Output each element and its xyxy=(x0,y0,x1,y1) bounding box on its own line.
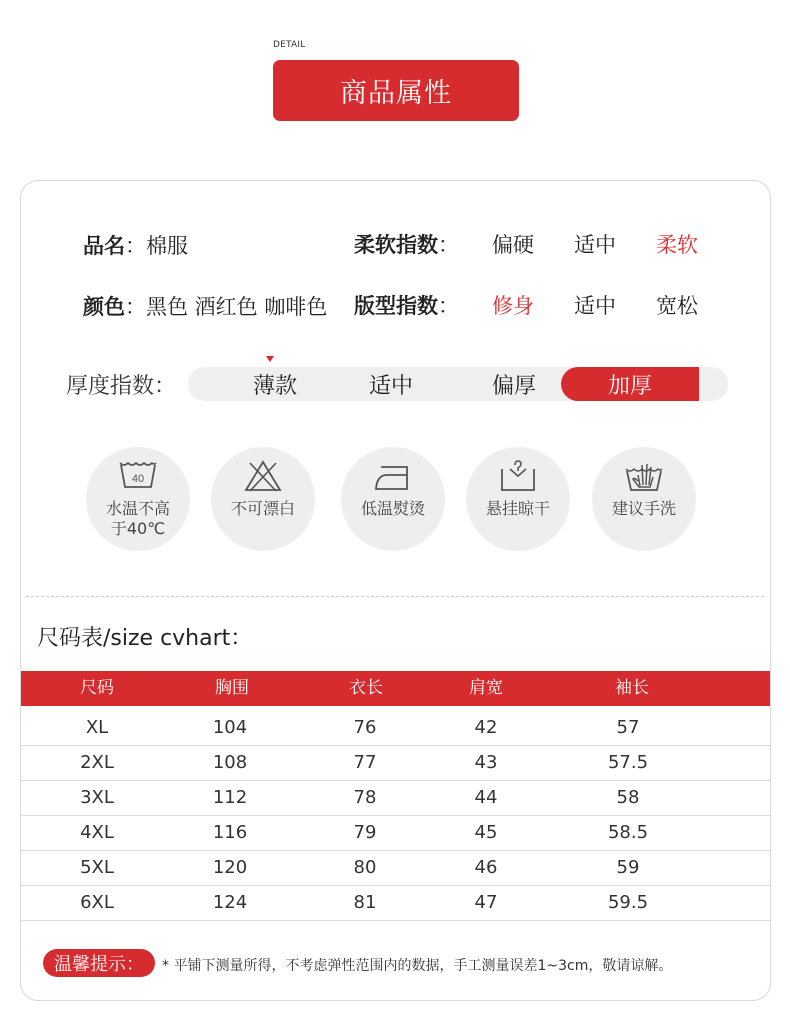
thickness-label: 厚度指数： xyxy=(66,374,177,399)
softness-option-soft: 柔软 xyxy=(656,233,698,257)
cell-sleeve: 59 xyxy=(616,857,640,878)
cell-length: 79 xyxy=(353,822,377,843)
care-no-bleach xyxy=(211,447,315,551)
cell-chest: 116 xyxy=(212,822,248,843)
cell-size: 4XL xyxy=(80,822,114,843)
care-label-low-iron: 低温熨烫 xyxy=(360,499,425,518)
table-row xyxy=(21,745,770,781)
tip-text: * 平铺下测量所得，不考虑弹性范围内的数据，手工测量误差1~3cm，敬请谅解。 xyxy=(162,958,673,974)
cell-length: 78 xyxy=(353,787,377,808)
size-chart-title: 尺码表/size cvhart： xyxy=(37,626,253,651)
cell-length: 77 xyxy=(353,752,377,773)
cell-size: 6XL xyxy=(80,892,114,913)
cell-length: 80 xyxy=(353,857,377,878)
product-name-value: 棉服 xyxy=(146,234,188,258)
softness-label: 柔软指数 xyxy=(354,233,438,257)
cell-chest: 112 xyxy=(212,787,248,808)
cell-shoulder: 45 xyxy=(474,822,498,843)
cell-sleeve: 58 xyxy=(616,787,640,808)
softness-option-medium: 适中 xyxy=(574,233,616,257)
table-row xyxy=(21,780,770,816)
cell-size: 5XL xyxy=(80,857,114,878)
cell-chest: 104 xyxy=(212,717,248,738)
thickness-option-thin: 薄款 xyxy=(252,374,297,399)
softness-separator: ： xyxy=(438,233,459,257)
care-label-hang-dry: 悬挂晾干 xyxy=(485,499,550,518)
cell-size: XL xyxy=(85,717,109,738)
cell-sleeve: 58.5 xyxy=(607,822,649,843)
care-label-no-bleach: 不可漂白 xyxy=(230,499,295,518)
thickness-option-medium: 适中 xyxy=(368,374,413,399)
fit-separator: ： xyxy=(438,294,459,318)
care-label-hand-wash: 建议手洗 xyxy=(611,499,676,518)
cell-size: 3XL xyxy=(80,787,114,808)
cell-shoulder: 44 xyxy=(474,787,498,808)
header-sleeve: 袖长 xyxy=(615,678,649,698)
softness-label-row xyxy=(354,229,459,259)
tip-badge: 温馨提示： xyxy=(43,949,155,977)
no-bleach-icon xyxy=(243,459,283,493)
cell-length: 81 xyxy=(353,892,377,913)
fit-label: 版型指数 xyxy=(354,294,438,318)
product-color-value: 黑色 酒红色 咖啡色 xyxy=(146,295,328,319)
cell-sleeve: 57.5 xyxy=(607,752,649,773)
table-row xyxy=(21,815,770,851)
thickness-marker-icon xyxy=(266,356,274,362)
care-hang-dry xyxy=(466,447,570,551)
care-hand-wash xyxy=(592,447,696,551)
table-row xyxy=(21,850,770,886)
dashed-divider xyxy=(26,596,764,597)
thickness-option-thicker: 偏厚 xyxy=(491,374,536,399)
product-color-row xyxy=(83,291,327,321)
cell-shoulder: 47 xyxy=(474,892,498,913)
header-length: 衣长 xyxy=(349,678,383,698)
cell-chest: 120 xyxy=(212,857,248,878)
cell-shoulder: 42 xyxy=(474,717,498,738)
product-name-label: 品名 xyxy=(83,234,125,258)
cell-chest: 108 xyxy=(212,752,248,773)
hand-wash-icon xyxy=(624,459,664,493)
header-chest: 胸围 xyxy=(215,678,249,698)
table-row xyxy=(21,710,770,746)
wash-temp-text: 40 xyxy=(131,473,145,485)
section-title-badge: 商品属性 xyxy=(273,60,519,121)
cell-length: 76 xyxy=(353,717,377,738)
detail-label: DETAIL xyxy=(273,40,306,50)
wash-40-icon xyxy=(118,459,158,491)
size-table-header xyxy=(21,671,770,706)
thickness-option-thick-selected: 加厚 xyxy=(561,367,699,401)
hang-dry-icon xyxy=(498,459,538,493)
fit-option-loose: 宽松 xyxy=(656,294,698,318)
cell-sleeve: 59.5 xyxy=(607,892,649,913)
low-iron-icon xyxy=(373,459,413,493)
cell-chest: 124 xyxy=(212,892,248,913)
care-low-iron xyxy=(341,447,445,551)
header-shoulder: 肩宽 xyxy=(469,678,503,698)
softness-option-hard: 偏硬 xyxy=(492,233,534,257)
cell-shoulder: 43 xyxy=(474,752,498,773)
product-color-label: 颜色 xyxy=(83,295,125,319)
product-name-separator: ： xyxy=(125,234,146,258)
header-size: 尺码 xyxy=(80,678,114,698)
fit-label-row xyxy=(354,290,459,320)
care-label-wash-line2: 于40℃ xyxy=(110,519,166,538)
fit-option-regular: 适中 xyxy=(574,294,616,318)
care-label-wash-line1: 水温不高 xyxy=(105,499,170,518)
product-name-row xyxy=(83,230,188,260)
care-wash-40 xyxy=(86,447,190,551)
cell-sleeve: 57 xyxy=(616,717,640,738)
product-color-separator: ： xyxy=(125,295,146,319)
fit-option-slim: 修身 xyxy=(492,294,534,318)
cell-size: 2XL xyxy=(80,752,114,773)
table-row xyxy=(21,885,770,921)
cell-shoulder: 46 xyxy=(474,857,498,878)
